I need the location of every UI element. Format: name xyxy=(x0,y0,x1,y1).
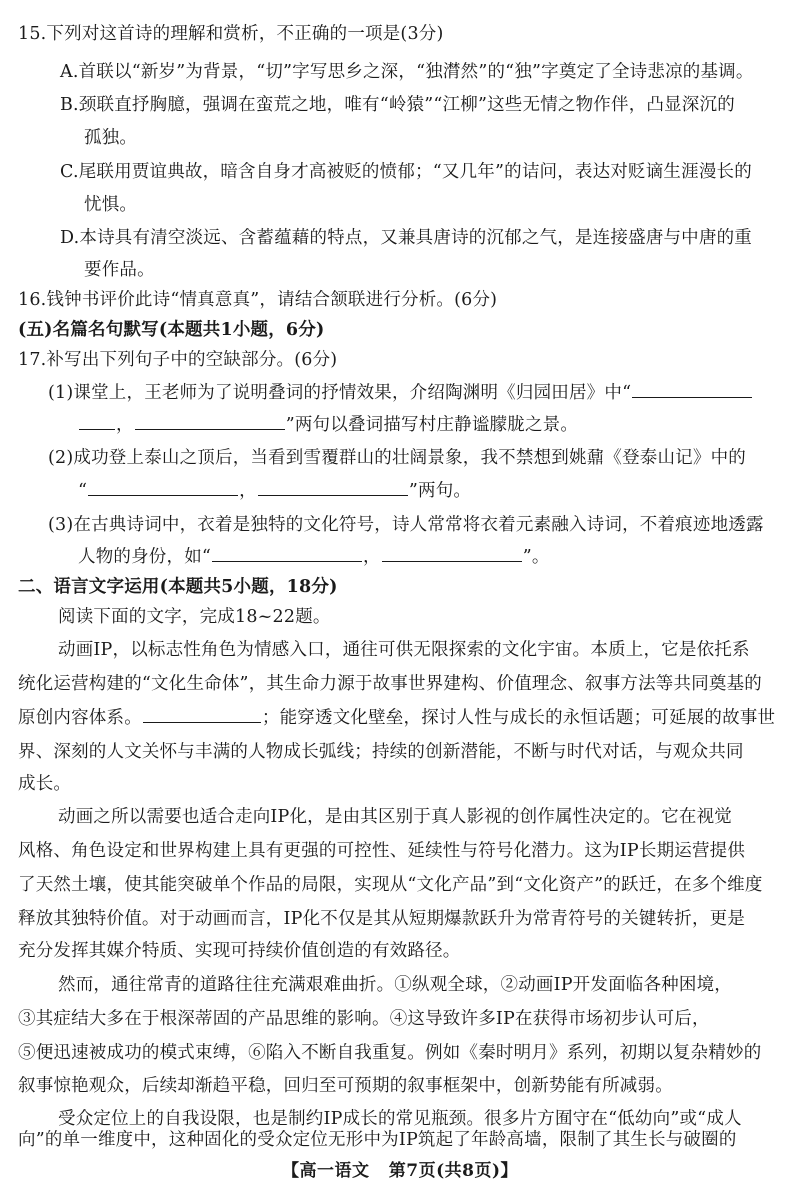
q17-item1-text: (1)课堂上，王老师为了说明叠词的抒情效果，介绍陶渊明《归园田居》中“ xyxy=(48,383,632,403)
answer-blank[interactable] xyxy=(135,413,285,430)
q17-item3: (3)在古典诗词中，衣着是独特的文化符号，诗人常常将衣着元素融入诗词，不着痕迹地透露 xyxy=(48,515,764,535)
q17-item2-end: ”两句。 xyxy=(408,481,472,501)
q17-item2: (2)成功登上泰山之顶后，当看到雪覆群山的壮阔景象，我不禁想到姚鼐《登泰山记》中的 xyxy=(48,448,746,468)
passage-p4-line: 向”的单一维度中，这种固化的受众定位无形中为IP筑起了年龄高墙，限制了其生长与破圈的 xyxy=(18,1130,737,1150)
passage-p4-line: 受众定位上的自我设限，也是制约IP成长的常见瓶颈。很多片方囿守在“低幼向”或“成人 xyxy=(58,1109,742,1129)
q17-item1-sep: ， xyxy=(116,415,134,435)
passage-p2-line: 动画之所以需要也适合走向IP化，是由其区别于真人影视的创作属性决定的。它在视觉 xyxy=(58,807,732,827)
footer-page-number: 第7页(共8页)】 xyxy=(388,1161,518,1181)
answer-blank[interactable] xyxy=(88,479,238,496)
passage-text: 原创内容体系。 xyxy=(18,708,142,728)
q15-option-b: B.颈联直抒胸臆，强调在蛮荒之地，唯有“岭猿”“江柳”这些无情之物作伴，凸显深沉的 xyxy=(60,95,735,115)
answer-blank[interactable] xyxy=(212,545,362,562)
q17-item3-cont xyxy=(78,545,550,569)
section5-heading: (五)名篇名句默写(本题共1小题，6分) xyxy=(18,320,325,340)
q17-item1-cont xyxy=(78,413,578,437)
passage-p1-line: 界、深刻的人文关怀与丰满的人物成长弧线；持续的创新潜能，不断与时代对话，与观众共同 xyxy=(18,742,744,762)
q15-option-d: D.本诗具有清空淡远、含蓄蕴藉的特点，又兼具唐诗的沉郁之气，是连接盛唐与中唐的重 xyxy=(60,228,752,248)
passage-p2-line: 充分发挥其媒介特质、实现可持续价值创造的有效路径。 xyxy=(18,941,461,961)
footer-subject: 【高一语文 xyxy=(281,1161,370,1181)
q15-option-c-cont: 忧惧。 xyxy=(84,195,138,215)
passage-p3-line: 然而，通往常青的道路往往充满艰难曲折。①纵观全球，②动画IP开发面临各种困境， xyxy=(58,975,732,995)
q17-item3-start: 人物的身份，如“ xyxy=(78,547,212,567)
reading-intro: 阅读下面的文字，完成18~22题。 xyxy=(58,607,331,627)
passage-p1-line: 成长。 xyxy=(18,774,72,794)
answer-blank[interactable] xyxy=(382,545,522,562)
q17-item1 xyxy=(48,381,753,405)
passage-p3-line: 叙事惊艳观众，后续却渐趋平稳，回归至可预期的叙事框架中，创新势能有所减弱。 xyxy=(18,1076,673,1096)
q17-item3-sep: ， xyxy=(363,547,381,567)
passage-p3-line: ③其症结大多在于根深蒂固的产品思维的影响。④这导致许多IP在获得市场初步认可后， xyxy=(18,1009,710,1029)
answer-blank[interactable] xyxy=(632,381,752,398)
answer-blank[interactable] xyxy=(143,706,261,723)
q15-stem: 15.下列对这首诗的理解和赏析，不正确的一项是(3分) xyxy=(18,24,444,44)
q15-option-d-cont: 要作品。 xyxy=(84,260,155,280)
passage-p1-line: 统化运营构建的“文化生命体”，其生命力源于故事世界建构、价值理念、叙事方法等共同奠基的 xyxy=(18,674,762,694)
passage-p2-line: 了天然土壤，使其能突破单个作品的局限，实现从“文化产品”到“文化资产”的跃迁，在多个维度 xyxy=(18,875,763,895)
answer-blank[interactable] xyxy=(258,479,408,496)
q17-item1-end: ”两句以叠词描写村庄静谧朦胧之景。 xyxy=(285,415,579,435)
passage-p1-line: 动画IP，以标志性角色为情感入口，通往可供无限探索的文化宇宙。本质上，它是依托系 xyxy=(58,640,750,660)
passage-p2-line: 释放其独特价值。对于动画而言，IP化不仅是其从短期爆款跃升为常青符号的关键转折，更是 xyxy=(18,909,746,929)
q15-option-a: A.首联以“新岁”为背景，“切”字写思乡之深，“独潸然”的“独”字奠定了全诗悲凉的基调。 xyxy=(60,62,754,82)
q16-stem: 16.钱钟书评价此诗“情真意真”，请结合颔联进行分析。(6分) xyxy=(18,290,498,310)
q17-item3-end: ”。 xyxy=(522,547,550,567)
passage-p1-line xyxy=(18,706,775,730)
passage-p2-line: 风格、角色设定和世界构建上具有更强的可控性、延续性与符号化潜力。这为IP长期运营提供 xyxy=(18,841,746,861)
q17-item2-cont xyxy=(78,479,471,503)
part2-heading: 二、语言文字运用(本题共5小题，18分) xyxy=(18,577,338,597)
answer-blank[interactable] xyxy=(79,413,115,430)
passage-text: ；能穿透文化壁垒，探讨人性与成长的永恒话题；可延展的故事世 xyxy=(261,708,776,728)
q15-option-c: C.尾联用贾谊典故，暗含自身才高被贬的愤郁；“又几年”的诘问，表达对贬谪生涯漫长的 xyxy=(60,162,752,182)
passage-p3-line: ⑤便迅速被成功的模式束缚，⑥陷入不断自我重复。例如《秦时明月》系列，初期以复杂精妙的 xyxy=(18,1043,762,1063)
q17-item2-sep: ， xyxy=(239,481,257,501)
q15-option-b-cont: 孤独。 xyxy=(84,128,138,148)
q17-item2-open: “ xyxy=(78,481,88,501)
q17-stem: 17.补写出下列句子中的空缺部分。(6分) xyxy=(18,350,338,370)
page-footer xyxy=(0,1156,800,1181)
